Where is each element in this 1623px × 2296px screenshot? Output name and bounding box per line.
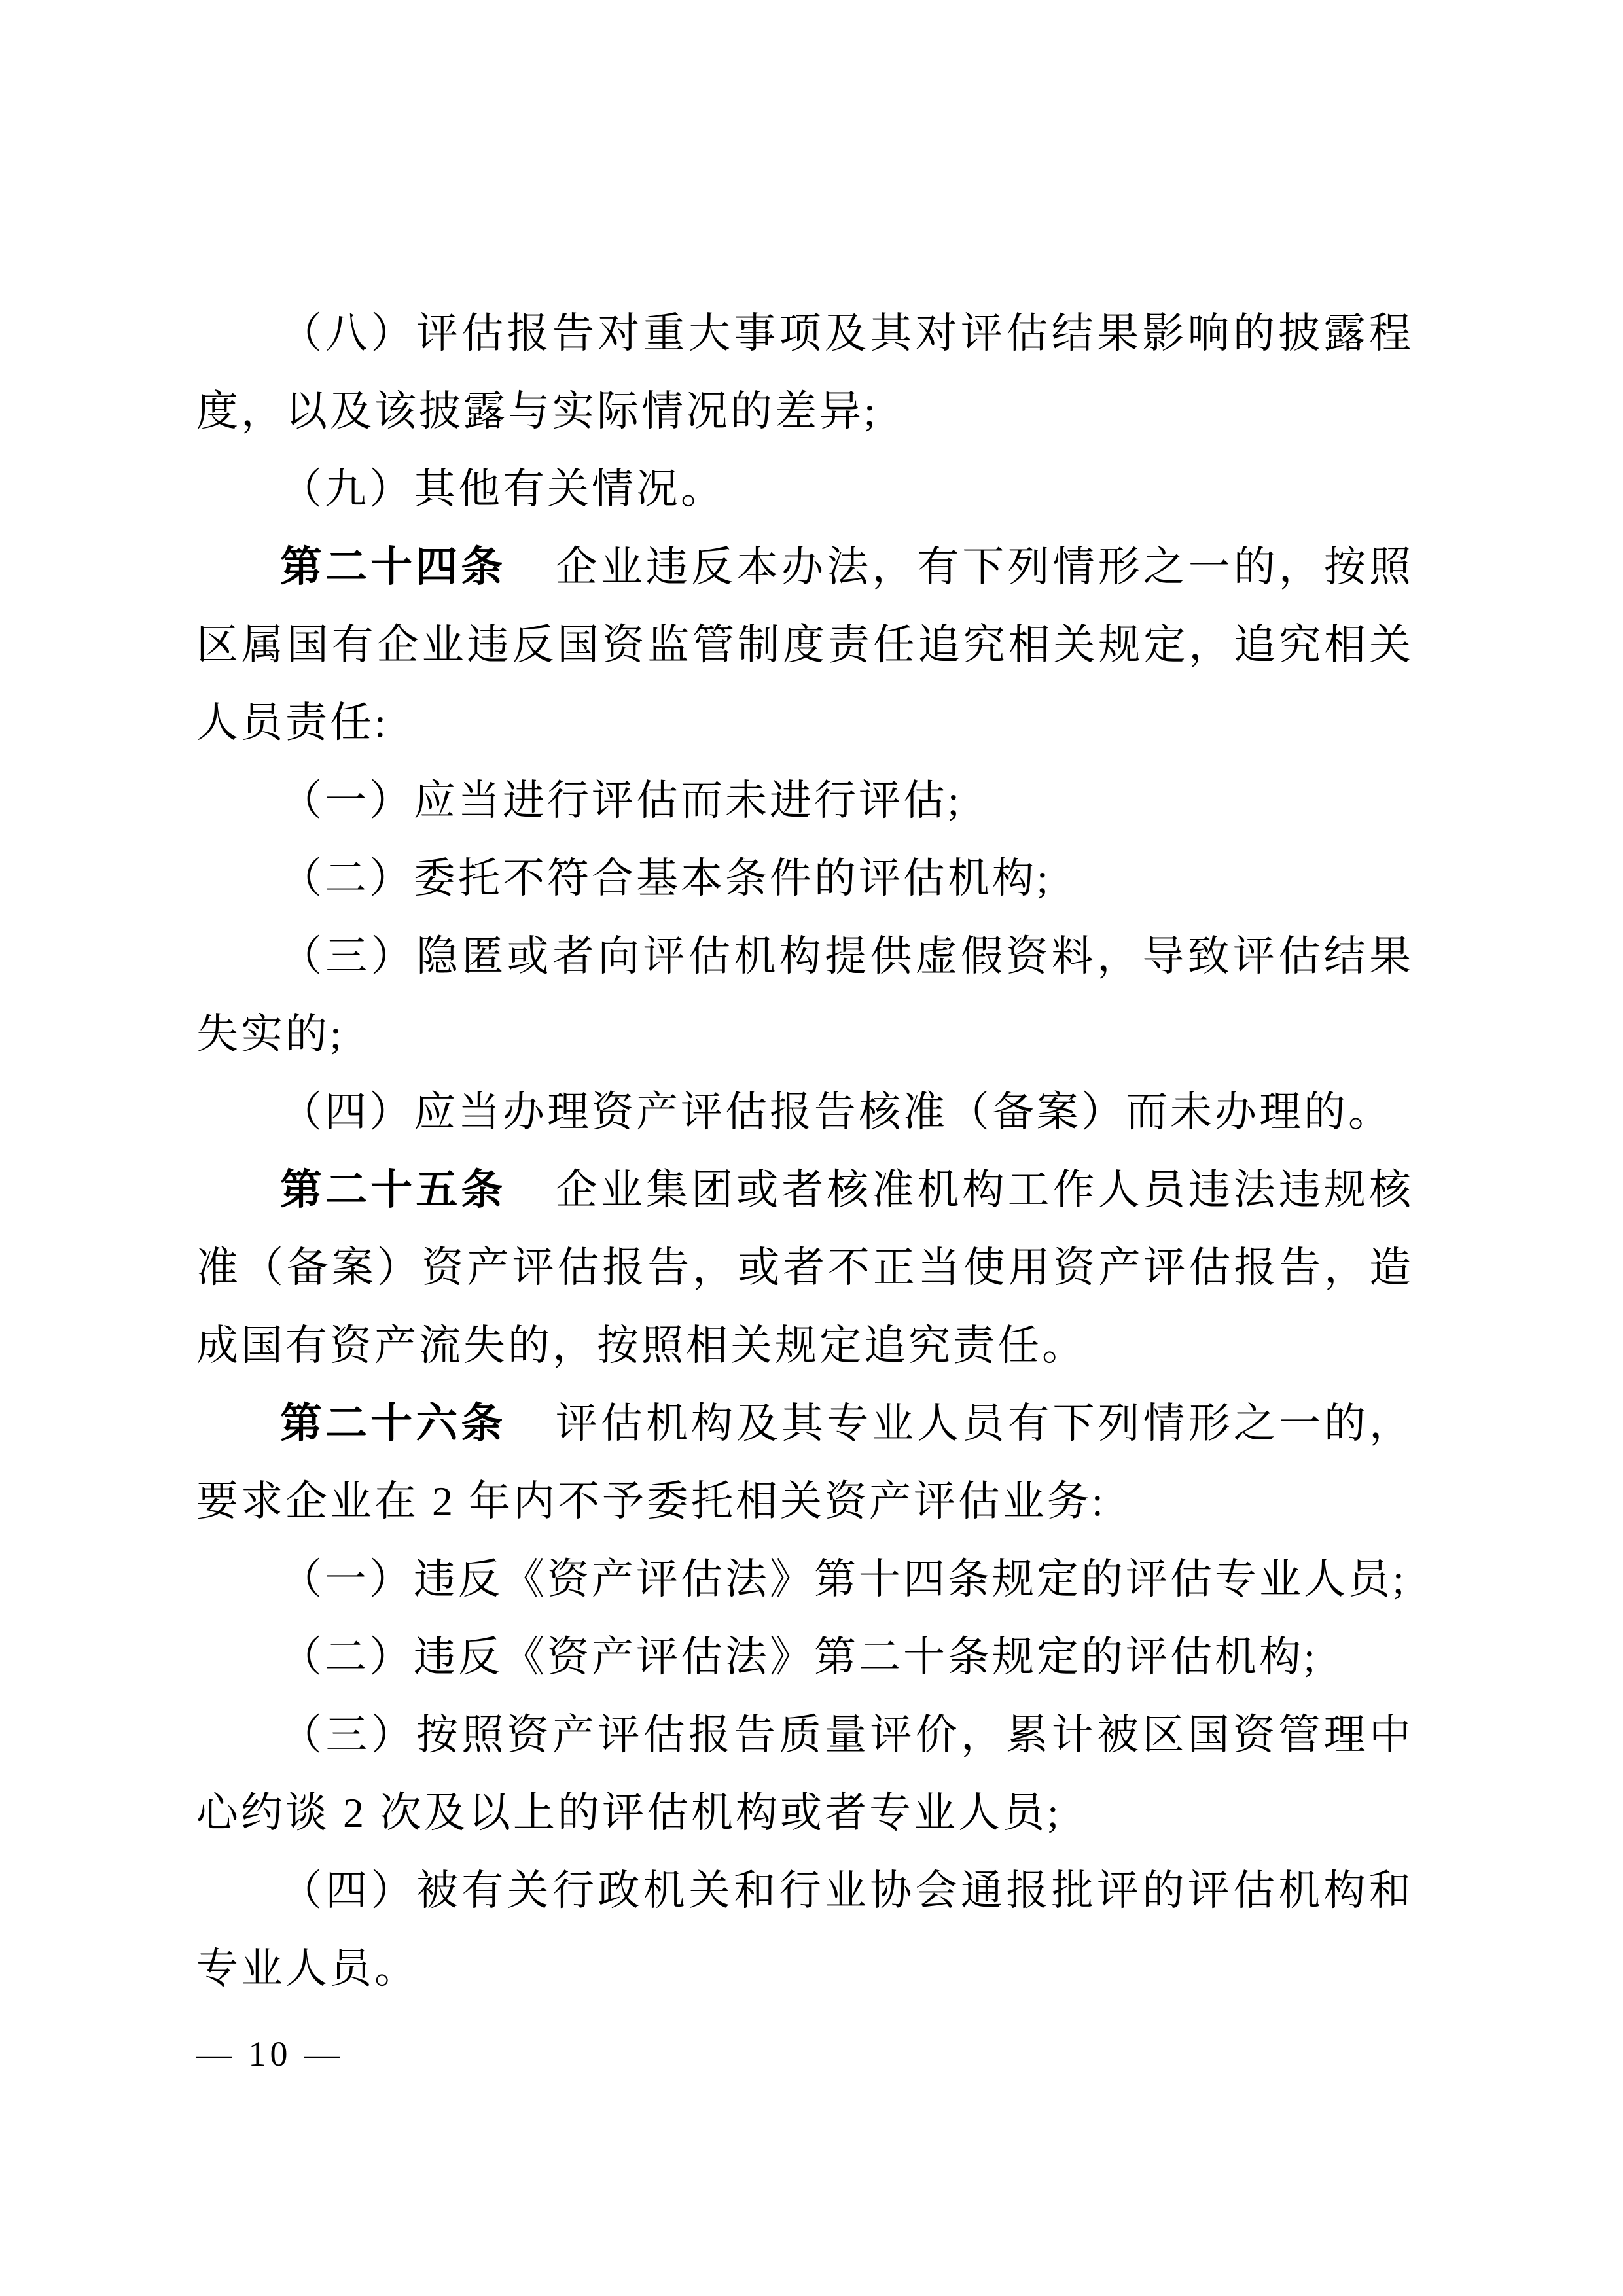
document-body xyxy=(196,294,1414,2007)
article-number: 第二十五条 xyxy=(280,1166,507,1213)
paragraph-text: （九）其他有关情况。 xyxy=(280,466,725,512)
paragraph-text: （三）按照资产评估报告质量评价，累计被区国资管理中心约谈 2 次及以上的评估机构或者专业人员; xyxy=(196,1712,1414,1836)
paragraph xyxy=(196,1618,1414,1696)
paragraph xyxy=(196,1852,1414,2007)
paragraph-text: （二）违反《资产评估法》第二十条规定的评估机构; xyxy=(280,1634,1318,1680)
paragraph-text: （一）违反《资产评估法》第十四条规定的评估专业人员; xyxy=(280,1556,1407,1602)
paragraph xyxy=(196,294,1414,450)
paragraph-text: （三）隐匿或者向评估机构提供虚假资料，导致评估结果失实的; xyxy=(196,933,1414,1057)
paragraph-text: 企业集团或者核准机构工作人员违法违规核准（备案）资产评估报告，或者不正当使用资产评估报告，造成国有资产流失的，按照相关规定追究责任。 xyxy=(196,1167,1414,1369)
paragraph-text: （二）委托不符合基本条件的评估机构; xyxy=(280,855,1051,902)
paragraph xyxy=(196,762,1414,839)
paragraph-text: 企业违反本办法，有下列情形之一的，按照区属国有企业违反国资监管制度责任追究相关规定，追究相关人员责任: xyxy=(196,544,1414,746)
paragraph-text: （四）应当办理资产评估报告核准（备案）而未办理的。 xyxy=(280,1089,1393,1135)
page-number: — 10 — xyxy=(196,2034,344,2074)
paragraph xyxy=(196,1696,1414,1852)
paragraph xyxy=(196,528,1414,762)
paragraph-text: （八）评估报告对重大事项及其对评估结果影响的披露程度，以及该披露与实际情况的差异; xyxy=(196,310,1414,434)
paragraph-text: （四）被有关行政机关和行业协会通报批评的评估机构和专业人员。 xyxy=(196,1867,1414,1992)
article-number: 第二十六条 xyxy=(280,1400,507,1447)
paragraph xyxy=(196,1540,1414,1618)
paragraph xyxy=(196,839,1414,917)
paragraph xyxy=(196,1151,1414,1385)
paragraph xyxy=(196,1073,1414,1151)
paragraph xyxy=(196,450,1414,528)
paragraph-text: （一）应当进行评估而未进行评估; xyxy=(280,777,962,824)
paragraph-text: 评估机构及其专业人员有下列情形之一的，要求企业在 2 年内不予委托相关资产评估业务: xyxy=(196,1400,1414,1525)
paragraph xyxy=(196,1385,1414,1540)
paragraph xyxy=(196,917,1414,1073)
article-number: 第二十四条 xyxy=(280,543,507,590)
